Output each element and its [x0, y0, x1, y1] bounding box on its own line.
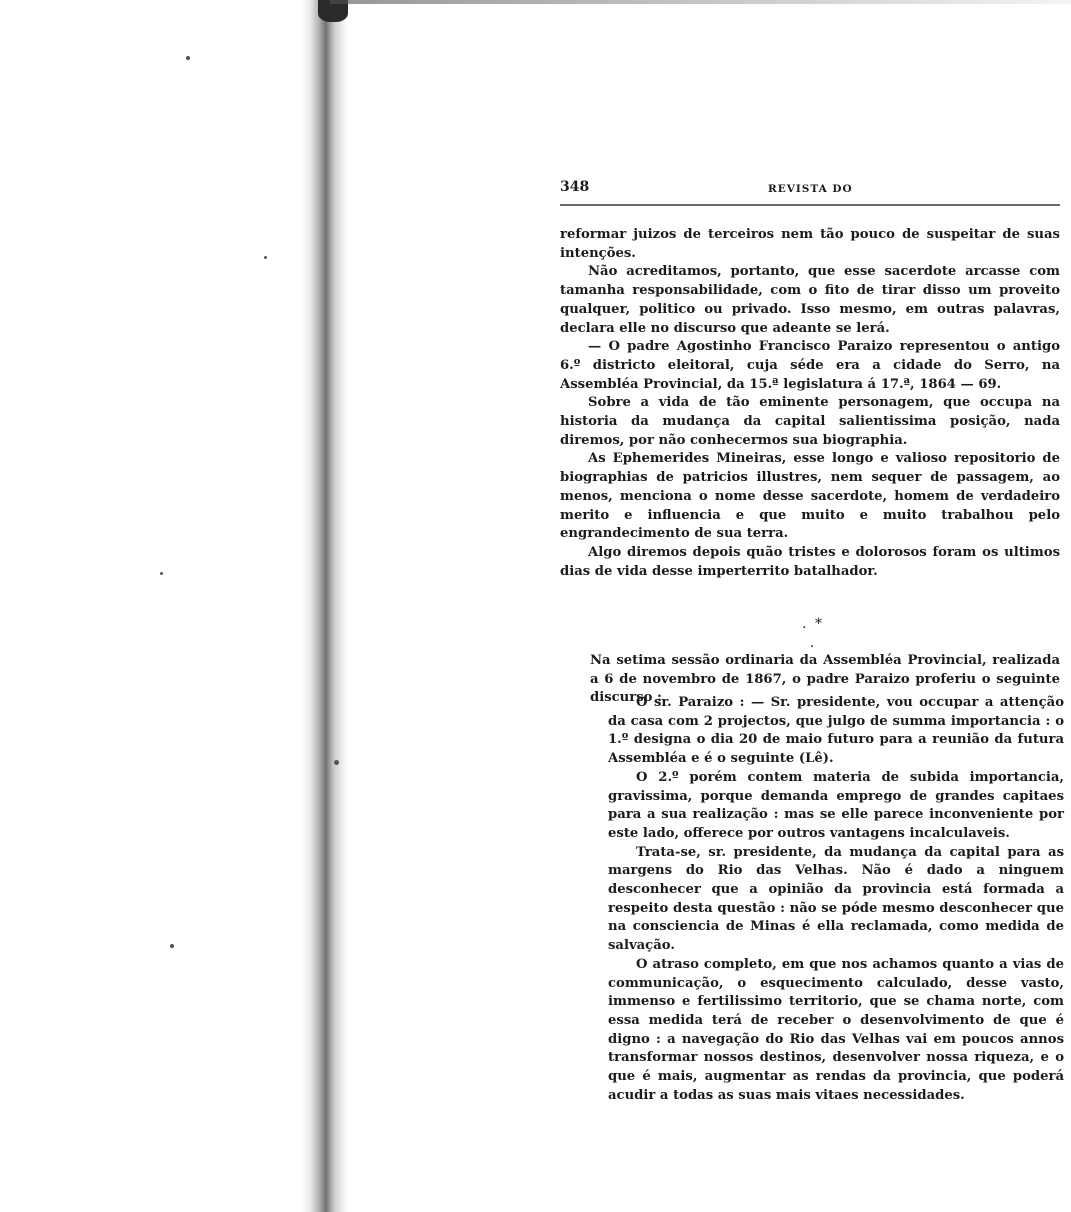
paragraph: As Ephemerides Mineiras, esse longo e valioso repositorio de biographias de patricios illustres, nem sequer de passagem, ao menos, menciona o nome desse sacerdote, homem de verdadeiro merito e influencia e que muito e muito trabalhou pelo engrandecimento de sua terra. [560, 451, 1060, 542]
speech-paragraph: Trata-se, sr. presidente, da mudança da capital para as margens do Rio das Velhas. Não é dado a ninguem desconhecer que a opinião da provincia está formada a respeito desta questão : não se póde mesmo desconhecer que na consciencia de Minas é ella reclamada, como medida de salvação. [608, 844, 1064, 954]
paragraph: reformar juizos de terceiros nem tão pouco de suspeitar de suas intenções. [560, 227, 1060, 261]
paragraph: Não acreditamos, portanto, que esse sacerdote arcasse com tamanha responsabilidade, com o fito de tirar disso um proveito qualquer, politico ou privado. Isso mesmo, em outras palavras, declara elle no discurso que adeante se lerá. [560, 264, 1060, 336]
running-title: REVISTA DO [768, 183, 853, 195]
scan-speck [186, 56, 190, 60]
paragraph: Algo diremos depois quão tristes e dolorosos foram os ultimos dias de vida desse imperterrito batalhador. [560, 544, 1060, 579]
scan-speck [160, 572, 163, 575]
binding-shadow [300, 0, 352, 1212]
section-asterism: . * . [802, 616, 824, 651]
running-head [560, 178, 1060, 198]
text-block-intro [560, 226, 1060, 581]
speech-paragraph: O atraso completo, em que nos achamos quanto a vias de communicação, o esquecimento calculado, desse vasto, immenso e fertilissimo territorio, que se chama norte, com essa medida terá de receber o desenvolvimento de que é digno : a navegação do Rio das Velhas vai em poucos annos transformar nossos destinos, desenvolver nossa riqueza, e o que é mais, augmentar as rendas da provincia, que poderá acudir a todas as suas mais vitaes necessidades. [608, 956, 1064, 1103]
header-rule [560, 204, 1060, 206]
scan-edge [330, 0, 1071, 4]
paragraph: — O padre Agostinho Francisco Paraizo representou o antigo 6.º districto eleitoral, cuja séde era a cidade do Serro, na Assembléa Provincial, da 15.ª legislatura á 17.ª, 1864 — 69. [560, 339, 1060, 392]
speech-paragraph: O sr. Paraizo : — Sr. presidente, vou occupar a attenção da casa com 2 projectos, que julgo de summa importancia : o 1.º designa o dia 20 de maio futuro para a reunião da futura Assembléa e é o seguinte (Lê). [608, 695, 1064, 767]
paragraph: Sobre a vida de tão eminente personagem, que occupa na historia da mudança da capital salientissima posição, nada diremos, por não conhecermos sua biographia. [560, 395, 1060, 448]
scan-speck [264, 256, 267, 259]
page-number: 348 [560, 179, 590, 195]
speech-block [608, 694, 1064, 1105]
speech-paragraph: O 2.º porém contem materia de subida importancia, gravissima, porque demanda emprego de grandes capitaes para a sua realização : mas se elle parece inconveniente por este lado, offerece por outros vantagens incalculaveis. [608, 769, 1064, 841]
paragraph: Na setima sessão ordinaria da Assembléa Provincial, realizada a 6 de novembro de 1867, o padre Paraizo proferiu o seguinte discurso : [590, 653, 1060, 706]
scan-speck [334, 760, 339, 765]
scan-speck [170, 944, 174, 948]
